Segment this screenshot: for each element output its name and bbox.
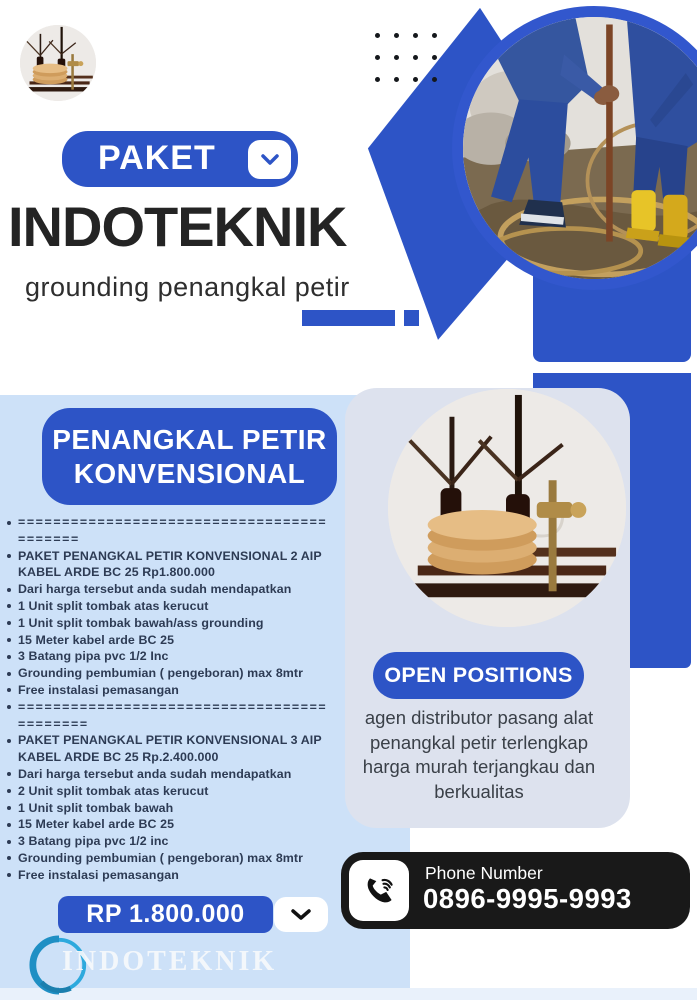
dot (394, 77, 399, 82)
dot (394, 33, 399, 38)
list-separator: ========================================== (6, 514, 328, 548)
list-item: PAKET PENANGKAL PETIR KONVENSIONAL 2 AIP KABEL ARDE BC 25 Rp1.800.000 (6, 548, 328, 582)
footer-logo-text: INDOTEKNIK (62, 946, 278, 977)
list-item: 2 Unit split tombak atas kerucut (6, 783, 328, 800)
price-chevron-button[interactable] (274, 897, 328, 932)
list-separator: =========================================== (6, 699, 328, 733)
dot (413, 55, 418, 60)
paket-button[interactable] (62, 131, 298, 187)
list-item: Dari harga tersebut anda sudah mendapatkan (6, 581, 328, 598)
phone-icon-tile (349, 860, 409, 921)
page-title: INDOTEKNIK (8, 195, 347, 258)
dot (375, 55, 380, 60)
decorative-bar (302, 310, 395, 326)
decorative-square (404, 310, 419, 326)
dot (375, 33, 380, 38)
package-list (6, 514, 328, 884)
dot (432, 33, 437, 38)
list-item: 1 Unit split tombak atas kerucut (6, 598, 328, 615)
phone-call-icon (361, 873, 397, 909)
section-heading-line2: KONVENSIONAL (73, 457, 306, 489)
list-item: Grounding pembumian ( pengeboran) max 8mtr (6, 850, 328, 867)
dot (413, 33, 418, 38)
logo-photo (20, 25, 96, 101)
chevron-down-icon (291, 909, 311, 921)
product-photo (388, 389, 626, 627)
phone-contact-bar[interactable] (341, 852, 690, 929)
list-item: 15 Meter kabel arde BC 25 (6, 632, 328, 649)
list-item: Free instalasi pemasangan (6, 867, 328, 884)
phone-label: Phone Number (425, 863, 543, 883)
price-button[interactable] (58, 896, 273, 933)
section-heading (42, 408, 337, 505)
paket-button-label: PAKET (98, 139, 216, 177)
list-item: 15 Meter kabel arde BC 25 (6, 816, 328, 833)
list-item: Grounding pembumian ( pengeboran) max 8mtr (6, 665, 328, 682)
dot (394, 55, 399, 60)
dot (413, 77, 418, 82)
dot (432, 77, 437, 82)
list-item: 3 Batang pipa pvc 1/2 inc (6, 833, 328, 850)
section-heading-line1: PENANGKAL PETIR (52, 423, 327, 455)
logo-photo-illustration (20, 25, 96, 101)
footer-logo (22, 930, 282, 1000)
list-item: PAKET PENANGKAL PETIR KONVENSIONAL 3 AIP KABEL ARDE BC 25 Rp.2.400.000 (6, 732, 328, 766)
phone-number: 0896-9995-9993 (423, 883, 632, 914)
list-item: 1 Unit split tombak bawah (6, 800, 328, 817)
list-item: 1 Unit split tombak bawah/ass grounding (6, 615, 328, 632)
list-item: 3 Batang pipa pvc 1/2 Inc (6, 648, 328, 665)
open-positions-description: agen distributor pasang alat penangkal petir terlengkap harga murah terjangkau dan berkualitas (362, 707, 596, 802)
open-positions-label: OPEN POSITIONS (384, 663, 573, 687)
dot (375, 77, 380, 82)
list-item: Dari harga tersebut anda sudah mendapatkan (6, 766, 328, 783)
workers-photo-illustration (463, 17, 697, 279)
chevron-down-icon (261, 154, 279, 165)
paket-chevron-button[interactable] (248, 140, 291, 179)
product-photo-illustration (388, 389, 626, 627)
price-value: RP 1.800.000 (86, 900, 245, 928)
list-item: Free instalasi pemasangan (6, 682, 328, 699)
page-subtitle: grounding penangkal petir (25, 272, 350, 302)
open-positions-button[interactable] (373, 652, 584, 699)
dot (432, 55, 437, 60)
